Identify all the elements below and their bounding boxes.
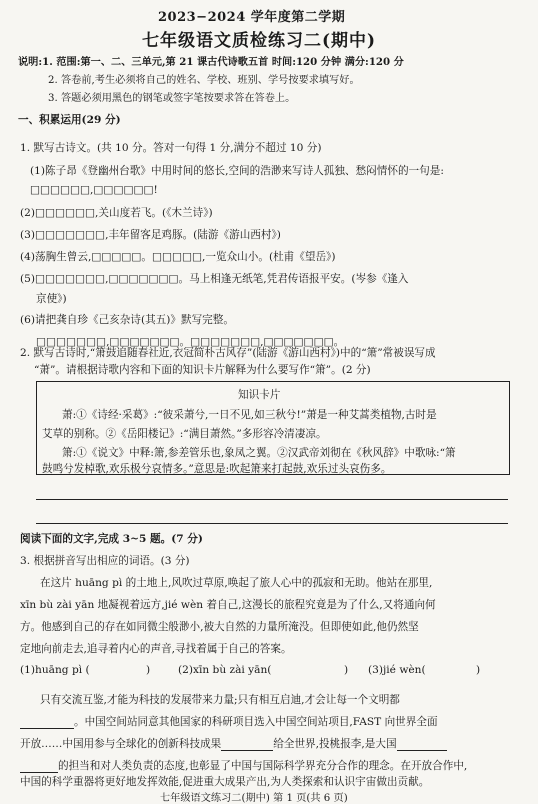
passage-2-line-1: 只有交流互鉴,才能为科技的发展带来力量;只有相互启迪,才会让每一个文明都 [40, 694, 400, 706]
exam-term: 2023−2024 学年度第二学期 [158, 10, 346, 25]
answer-2-close: ) [344, 664, 349, 676]
passage-1-line-3: 方。他感到自己的存在如同微尘般渺小,被大自然的力量所淹没。但即使如此,他仍然坚 [20, 621, 419, 633]
answer-3-label: (3)jié wèn( [368, 664, 426, 676]
passage-1-line-4: 定地向前走去,追寻着内心的声音,寻找着属于自己的答案。 [20, 643, 292, 655]
passage-1-line-1: 在这片 huāng pì 的土地上,风吹过草原,唤起了旅人心中的孤寂和无助。他站在那里, [40, 577, 433, 589]
fill-blank-3[interactable] [397, 739, 447, 751]
answer-1-label: (1)huāng pì ( [20, 664, 90, 676]
knowledge-card-line-1: 萧:①《诗经·采葛》:“彼采萧兮,一日不见,如三秋兮!”萧是一种艾蒿类植物,古时是 [62, 409, 437, 421]
question-1-item-5-cont: 京使》) [36, 293, 67, 305]
question-1-item-6-blanks: □□□□□□□,□□□□□□□。□□□□□□□,□□□□□□□。 [36, 336, 345, 348]
question-1-item-1: (1)陈子昂《登幽州台歌》中用时间的悠长,空间的浩渺来写诗人孤独、愁闷情怀的一句是: [30, 165, 444, 177]
passage-2-line-3-text-b: 给全世界,投桃报李,是大国 [273, 738, 397, 750]
passage-2-line-3-text-a: 开放……中国用参与全球化的创新科技成果 [20, 738, 222, 750]
knowledge-card-line-2: 艾草的别称。②《岳阳楼记》:“满目萧然。”多形容冷清凄凉。 [42, 428, 327, 440]
question-1-item-4: (4)荡胸生曾云,□□□□□。□□□□□,一览众山小。(杜甫《望岳》) [20, 251, 336, 263]
answer-2-label: (2)xīn bù zài yān( [178, 664, 272, 676]
answer-3-close: ) [476, 664, 481, 676]
passage-1-line-2: xīn bù zài yān 地凝视着远方,jié wèn 着自己,这漫长的旅程究竟是为了什么,又将通向何 [20, 599, 436, 611]
passage-2-line-3 [20, 736, 447, 751]
passage-2-line-4 [20, 758, 467, 773]
answer-1-close: ) [146, 664, 151, 676]
fill-blank-2[interactable] [221, 739, 273, 751]
question-1-item-6: (6)请把龚自珍《己亥杂诗(其五)》默写完整。 [20, 314, 234, 326]
question-1-stem: 1. 默写古诗文。(共 10 分。答对一句得 1 分,满分不超过 10 分) [20, 142, 322, 154]
instructions-line-1: 说明:1. 范围:第一、二、三单元,第 21 课古代诗歌五首 时间:120 分钟 满分:120 分 [18, 56, 404, 68]
passage-2-line-2-text: 。中国空间站同意其他国家的科研项目选入中国空间站项目,FAST 向世界全面 [74, 716, 438, 728]
knowledge-card-line-4: 鼓鸣兮发棹歌,欢乐极兮哀情多。”意思是:吹起箫来打起鼓,欢乐过头哀伤多。 [42, 463, 392, 475]
passage-2-line-2 [20, 714, 438, 729]
instructions-line-2: 2. 答卷前,考生必须将自己的姓名、学校、班别、学号按要求填写好。 [48, 75, 360, 86]
question-2-stem-2: “萧”。请根据诗歌内容和下面的知识卡片解释为什么要写作“箫”。(2 分) [34, 364, 371, 376]
question-2-stem-1: 2. 默写古诗时,“箫鼓追随春社近,衣冠简朴古风存”(陆游《游山西村》)中的“箫”常被误写成 [20, 347, 436, 359]
question-3-stem: 3. 根据拼音写出相应的词语。(3 分) [20, 555, 190, 567]
passage-2-line-5: 中国的科学重器将更好地发挥效能,促进重大成果产出,为人类探索和认识宇宙做出贡献。 [20, 776, 430, 788]
answer-line-2[interactable] [36, 523, 508, 524]
exam-title: 七年级语文质检练习二(期中) [142, 31, 377, 51]
answer-line-1[interactable] [36, 499, 508, 500]
reading-lead: 阅读下面的文字,完成 3~5 题。(7 分) [20, 533, 203, 545]
passage-2-line-4-text: 的担当和对人类负责的态度,也彰显了中国与国际科学界充分合作的理念。在开放合作中, [58, 760, 468, 772]
instructions-line-3: 3. 答题必须用黑色的钢笔或签字笔按要求答在答卷上。 [48, 93, 296, 104]
fill-blank-4[interactable] [20, 761, 58, 773]
knowledge-card-title: 知识卡片 [238, 389, 281, 401]
section-heading: 一、积累运用(29 分) [18, 114, 121, 126]
page-footer: 七年级语文练习二(期中) 第 1 页(共 6 页) [160, 793, 348, 804]
question-1-item-5: (5)□□□□□□□,□□□□□□□。马上相逢无纸笔,凭君传语报平安。(岑参《逢入 [20, 273, 409, 285]
question-1-item-3: (3)□□□□□□□,丰年留客足鸡豚。(陆游《游山西村》) [20, 229, 281, 241]
question-1-item-1-blanks: □□□□□□,□□□□□□! [30, 184, 158, 196]
fill-blank-1[interactable] [20, 717, 74, 729]
question-1-item-2: (2)□□□□□□,关山度若飞。(《木兰诗》) [20, 207, 213, 219]
knowledge-card-line-3: 箫:①《说文》中释:箫,参差管乐也,象凤之翼。②汉武帝刘彻在《秋风辞》中歌咏:“箫 [62, 447, 456, 459]
